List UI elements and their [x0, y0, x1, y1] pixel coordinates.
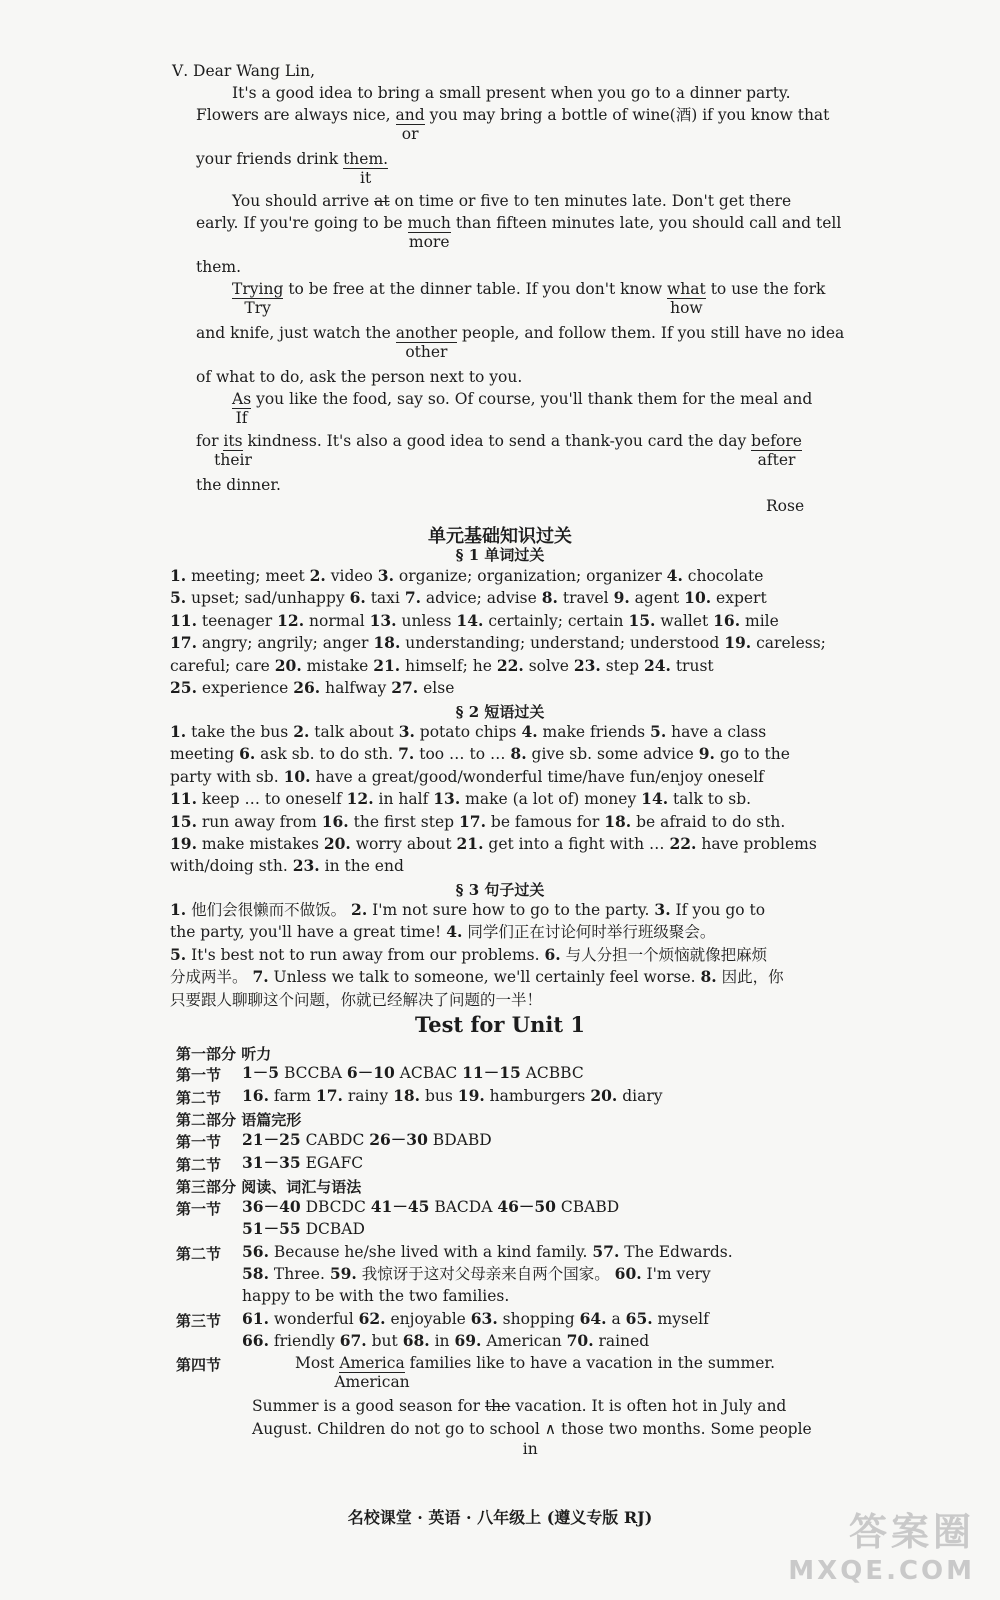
item-number: 17. [315, 1086, 343, 1105]
item-text: shopping [497, 1310, 580, 1328]
item-text: angry; angrily; anger [196, 634, 374, 653]
item-number: 68. [402, 1331, 430, 1350]
item-text: else [418, 679, 455, 697]
item-number: 21. [456, 834, 484, 853]
list-line [170, 565, 763, 587]
item-number: 62. [358, 1309, 386, 1328]
item-text: be famous for [485, 812, 605, 831]
part-label: 第三部分 阅读、词汇与语法 [176, 1178, 362, 1196]
item-number: 60. [614, 1264, 642, 1283]
item-number: 69. [454, 1331, 482, 1350]
item-text: trust [670, 656, 714, 675]
item-number: 2. [309, 566, 326, 585]
item-text: farm [268, 1087, 316, 1105]
item-number: 31－35 [242, 1153, 301, 1172]
error-word: before after [751, 432, 802, 469]
error-word: them. it [343, 150, 389, 187]
correction: Try [244, 299, 271, 317]
item-number: 17. [170, 633, 197, 653]
item-number: 1. [170, 566, 187, 585]
item-number: 11－15 [462, 1063, 521, 1082]
item-text: mistake [301, 656, 374, 675]
watermark-logo-text: 答案圈 [848, 1510, 975, 1554]
item-number: 6. [239, 744, 256, 764]
list-line [170, 899, 765, 921]
item-text: taxi [365, 589, 405, 608]
item-number: 11. [170, 789, 197, 809]
item-text: advice; advise [421, 589, 542, 608]
item-text: normal [304, 611, 370, 630]
letter-line: for its their kindness. It's also a good idea to send a thank-you card the day before after [196, 432, 802, 469]
item-number: 24. [643, 655, 671, 675]
item-text: expert [711, 589, 767, 608]
item-text: in [429, 1332, 455, 1350]
item-number: 2. [351, 900, 368, 919]
item-text: rained [593, 1332, 650, 1350]
item-text: Three. [268, 1265, 330, 1283]
item-text: too … to … [414, 745, 511, 764]
item-text: CABDC [300, 1131, 370, 1149]
item-number: 4. [521, 722, 538, 741]
item-number: 8. [700, 967, 717, 987]
item-text: BDABD [427, 1131, 492, 1149]
item-text: certainly; certain [483, 611, 629, 630]
item-number: 26. [293, 678, 321, 697]
letter-line: You should arrive at on time or five to ten minutes late. Don't get there [232, 192, 792, 210]
item-text: I'm very [641, 1265, 711, 1283]
error-word: another other [395, 324, 458, 361]
deleted-word: at [374, 192, 390, 210]
item-number: 9. [613, 588, 630, 608]
item-text: The Edwards. [619, 1243, 733, 1261]
page-footer: 名校课堂 · 英语 · 八年级上 (遵义专版 RJ) [347, 1508, 653, 1527]
item-text: 与人分担一个烦恼就像把麻烦 [560, 945, 768, 964]
letter-line: Trying Try to be free at the dinner table. If you don't know what how to use the fork [232, 280, 826, 317]
letter-line: them. [196, 258, 242, 276]
item-text: 因此，你 [716, 968, 784, 987]
section-label: 第一节 [176, 1066, 222, 1084]
item-text: organize; organization; organizer [393, 567, 667, 585]
item-text: meeting; meet [186, 567, 310, 585]
letter-line: and knife, just watch the another other people, and follow them. If you still have no idea [196, 324, 845, 361]
item-number: 1. [170, 900, 187, 919]
letter-heading: Ⅴ. Dear Wang Lin, [172, 62, 316, 80]
item-number: 57. [592, 1242, 620, 1261]
item-number: 6－10 [346, 1063, 395, 1082]
item-text: BCCBA [279, 1064, 347, 1082]
item-text: mile [740, 611, 779, 630]
item-text: ACBAC [394, 1064, 463, 1082]
item-number: 22. [496, 655, 524, 675]
letter-line: early. If you're going to be much more than fifteen minutes late, you should call and tell [196, 214, 842, 251]
list-line [170, 632, 826, 654]
item-number: 16. [321, 811, 349, 831]
item-text: step [600, 656, 644, 675]
item-number: 64. [579, 1309, 607, 1328]
deleted-word: the [484, 1397, 511, 1415]
item-text: I'm not sure how to go to the party. [367, 901, 655, 919]
answer-line [242, 1218, 365, 1240]
answer-line: August. Children do not go to school ∧ in those two months. Some people [252, 1420, 812, 1458]
section-label: 第二节 [176, 1245, 222, 1263]
item-text: 只要跟人聊聊这个问题，你就已经解决了问题的一半！ [170, 990, 543, 1009]
item-text: in half [373, 790, 434, 809]
item-number: 41－45 [370, 1197, 430, 1216]
inserted-word: in [522, 1440, 538, 1458]
item-number: 66. [242, 1331, 269, 1350]
item-number: 13. [433, 789, 461, 809]
item-text: make mistakes [196, 835, 324, 853]
item-text: understanding; understand; understood [400, 634, 725, 653]
correction: how [670, 299, 703, 317]
part-label: 第一部分 听力 [176, 1045, 272, 1063]
section-title: § 3 句子过关 [455, 881, 545, 899]
item-text: talk to sb. [668, 790, 752, 809]
item-text: bus [420, 1087, 458, 1105]
item-number: 4. [446, 922, 463, 942]
list-line [170, 587, 767, 609]
item-text: BACDA [429, 1198, 498, 1216]
item-number: 12. [346, 789, 374, 809]
item-text: American [481, 1332, 567, 1350]
item-number: 10. [283, 766, 311, 786]
item-number: 19. [170, 834, 197, 853]
item-number: 25. [170, 678, 197, 697]
correction: more [408, 233, 450, 251]
item-text: 分成两半。 [170, 968, 253, 987]
item-number: 22. [669, 834, 697, 853]
list-line [170, 989, 542, 1011]
list-line [170, 788, 751, 810]
item-number: 65. [625, 1309, 653, 1328]
item-text: halfway [320, 679, 392, 697]
item-number: 13. [369, 610, 397, 630]
item-text: agent [629, 589, 685, 608]
item-text: If you go to [670, 901, 766, 919]
item-text: 我惊讶于这对父母亲来自两个国家。 [356, 1265, 615, 1283]
item-number: 61. [242, 1309, 269, 1328]
item-text: video [325, 567, 378, 585]
item-number: 12. [277, 610, 305, 630]
item-number: 6. [349, 588, 366, 608]
error-word: what how [667, 280, 706, 317]
item-number: 9. [698, 744, 715, 764]
item-number: 3. [398, 722, 415, 741]
item-number: 18. [604, 811, 632, 831]
item-text: keep … to oneself [196, 790, 347, 809]
item-text: teenager [196, 611, 278, 630]
answer-line [242, 1263, 711, 1285]
letter-line: the dinner. [196, 476, 281, 494]
item-text: EGAFC [300, 1154, 364, 1172]
item-text: the first step [348, 812, 460, 831]
item-text: himself; he [400, 656, 497, 675]
answer-line [242, 1330, 649, 1352]
item-number: 5. [170, 588, 187, 608]
answer-line [242, 1085, 663, 1107]
item-text: run away from [196, 812, 322, 831]
item-number: 2. [293, 722, 310, 741]
list-line [170, 966, 784, 988]
item-text: get into a fight with … [483, 835, 670, 853]
item-number: 7. [398, 744, 415, 764]
item-number: 19. [457, 1086, 485, 1105]
item-text: make friends [537, 723, 651, 741]
section-label: 第一节 [176, 1200, 222, 1218]
item-text: myself [652, 1310, 709, 1328]
item-text: 同学们正在讨论何时举行班级聚会。 [462, 923, 716, 942]
correction: American [334, 1373, 410, 1391]
correction: after [757, 451, 796, 469]
item-number: 26－30 [369, 1130, 428, 1149]
item-text: ACBBC [520, 1064, 584, 1082]
section-label: 第二节 [176, 1156, 222, 1174]
item-text: wonderful [268, 1310, 359, 1328]
item-text: the party, you'll have a great time! [170, 923, 447, 942]
section-title: § 2 短语过关 [455, 703, 545, 721]
item-text: Unless we talk to someone, we'll certainly feel worse. [268, 968, 701, 987]
section-label: 第四节 [176, 1356, 222, 1374]
letter-line: of what to do, ask the person next to you. [196, 368, 523, 386]
item-number: 7. [252, 967, 269, 987]
answer-line [242, 1196, 619, 1218]
list-line [170, 855, 404, 877]
section-label: 第二节 [176, 1089, 222, 1107]
item-number: 8. [510, 744, 527, 764]
section-label: 第三节 [176, 1312, 222, 1330]
item-text: potato chips [414, 723, 522, 741]
section-label: 第一节 [176, 1133, 222, 1151]
answer-line: Most America American families like to have a vacation in the summer. [295, 1354, 776, 1391]
correction: their [214, 451, 252, 469]
item-text: solve [523, 656, 574, 675]
item-number: 67. [339, 1331, 367, 1350]
correction: other [405, 343, 448, 361]
item-number: 10. [684, 588, 712, 608]
item-text: have a great/good/wonderful time/have fun/enjoy oneself [310, 767, 764, 786]
item-number: 18. [393, 1086, 421, 1105]
item-number: 19. [724, 633, 752, 653]
item-number: 14. [641, 789, 669, 809]
item-number: 20. [590, 1086, 618, 1105]
item-number: 21－25 [242, 1130, 301, 1149]
item-number: 23. [573, 655, 601, 675]
list-line [170, 721, 766, 743]
list-line [170, 766, 764, 788]
item-number: 14. [456, 610, 484, 630]
item-number: 15. [628, 610, 656, 630]
item-text: upset; sad/unhappy [186, 589, 350, 608]
item-text: careless; [751, 634, 826, 653]
letter-signature: Rose [766, 497, 805, 515]
item-text: friendly [268, 1332, 340, 1350]
item-text: chocolate [682, 567, 764, 585]
answer-line [242, 1241, 733, 1263]
item-text: with/doing sth. [170, 857, 293, 876]
correction: If [235, 409, 248, 427]
item-text: DCBAD [300, 1220, 365, 1238]
error-word: its their [214, 432, 252, 469]
item-number: 16. [242, 1086, 269, 1105]
item-number: 46－50 [497, 1197, 556, 1216]
item-number: 15. [170, 811, 197, 831]
insert-caret: ∧ in [522, 1420, 557, 1458]
list-line [170, 921, 715, 943]
list-line [170, 677, 454, 699]
item-text: make (a lot of) money [460, 790, 642, 809]
section-title: § 1 单词过关 [455, 546, 545, 564]
answer-line [242, 1129, 492, 1151]
item-number: 6. [544, 944, 561, 964]
list-line [170, 743, 790, 765]
list-line [170, 811, 785, 833]
test-title: Test for Unit 1 [414, 1012, 585, 1037]
item-number: 11. [170, 610, 197, 630]
item-text: be afraid to do sth. [631, 812, 786, 831]
part-label: 第二部分 语篇完形 [176, 1111, 302, 1129]
list-line [170, 610, 779, 632]
item-number: 58. [242, 1264, 269, 1283]
item-number: 17. [459, 811, 486, 831]
answer-line [242, 1062, 584, 1084]
item-text: talk about [309, 723, 399, 741]
item-text: 他们会很懒而不做饭。 [186, 901, 352, 919]
error-word: Trying Try [232, 280, 284, 317]
item-number: 20. [274, 655, 302, 675]
item-text: enjoyable [385, 1310, 471, 1328]
item-text: rainy [342, 1087, 394, 1105]
item-number: 56. [242, 1242, 269, 1261]
list-line [170, 944, 767, 966]
item-text: wallet [655, 611, 714, 630]
answer-line [242, 1152, 363, 1174]
item-text: CBABD [555, 1198, 620, 1216]
item-number: 1. [170, 722, 187, 741]
item-number: 8. [541, 588, 558, 608]
letter-line: your friends drink them. it [196, 150, 389, 187]
item-text: diary [617, 1087, 663, 1105]
item-number: 70. [566, 1331, 594, 1350]
item-number: 59. [329, 1264, 357, 1283]
item-number: 5. [170, 944, 187, 964]
item-number: 21. [373, 655, 401, 675]
item-text: It's best not to run away from our problems. [186, 945, 545, 964]
item-number: 51－55 [242, 1219, 301, 1238]
item-text: travel [557, 589, 614, 608]
item-number: 27. [391, 678, 419, 697]
item-text: have problems [696, 835, 817, 853]
item-text: careful; care [170, 656, 275, 675]
item-text: party with sb. [170, 767, 284, 786]
item-text: unless [396, 611, 457, 630]
item-text: go to the [714, 745, 790, 764]
watermark [788, 1501, 975, 1586]
correction: it [359, 169, 372, 187]
item-text: in the end [319, 857, 404, 876]
item-text: but [366, 1332, 403, 1350]
letter-line: Flowers are always nice, and or you may bring a bottle of wine(酒) if you know that [196, 106, 830, 143]
item-number: 16. [713, 610, 741, 630]
list-line [170, 833, 817, 855]
watermark-url: MXQE.COM [788, 1556, 975, 1586]
item-text: a [606, 1310, 626, 1328]
item-text: experience [196, 679, 294, 697]
item-number: 4. [666, 566, 683, 585]
answer-line: Summer is a good season for the vacation. It is often hot in July and [252, 1397, 787, 1415]
item-number: 1－5 [242, 1063, 280, 1082]
unit-title: 单元基础知识过关 [428, 526, 572, 547]
item-text: worry about [350, 835, 457, 853]
item-text: hamburgers [484, 1087, 591, 1105]
error-word: and or [395, 106, 425, 143]
item-text: DBCDC [300, 1198, 371, 1216]
item-text: have a class [666, 723, 767, 741]
item-number: 63. [470, 1309, 498, 1328]
item-number: 23. [292, 856, 320, 876]
answer-line: happy to be with the two families. [242, 1287, 510, 1305]
error-word: much more [407, 214, 451, 251]
item-text: meeting [170, 745, 240, 764]
correction: or [401, 125, 419, 143]
item-number: 3. [377, 566, 394, 585]
item-number: 3. [654, 900, 671, 919]
item-text: take the bus [186, 723, 294, 741]
answer-line [242, 1308, 709, 1330]
letter-line: As If you like the food, say so. Of course, you'll thank them for the meal and [232, 390, 813, 427]
item-text: give sb. some advice [526, 745, 699, 764]
item-number: 7. [404, 588, 421, 608]
item-text: Because he/she lived with a kind family. [268, 1243, 593, 1261]
item-number: 18. [373, 633, 401, 653]
list-line [170, 655, 714, 677]
item-number: 5. [650, 722, 667, 741]
item-text: ask sb. to do sth. [255, 745, 399, 764]
error-word: America American [334, 1354, 410, 1391]
error-word: As If [232, 390, 252, 427]
item-number: 20. [323, 834, 351, 853]
letter-line: It's a good idea to bring a small present when you go to a dinner party. [232, 84, 791, 102]
item-number: 36－40 [242, 1197, 301, 1216]
